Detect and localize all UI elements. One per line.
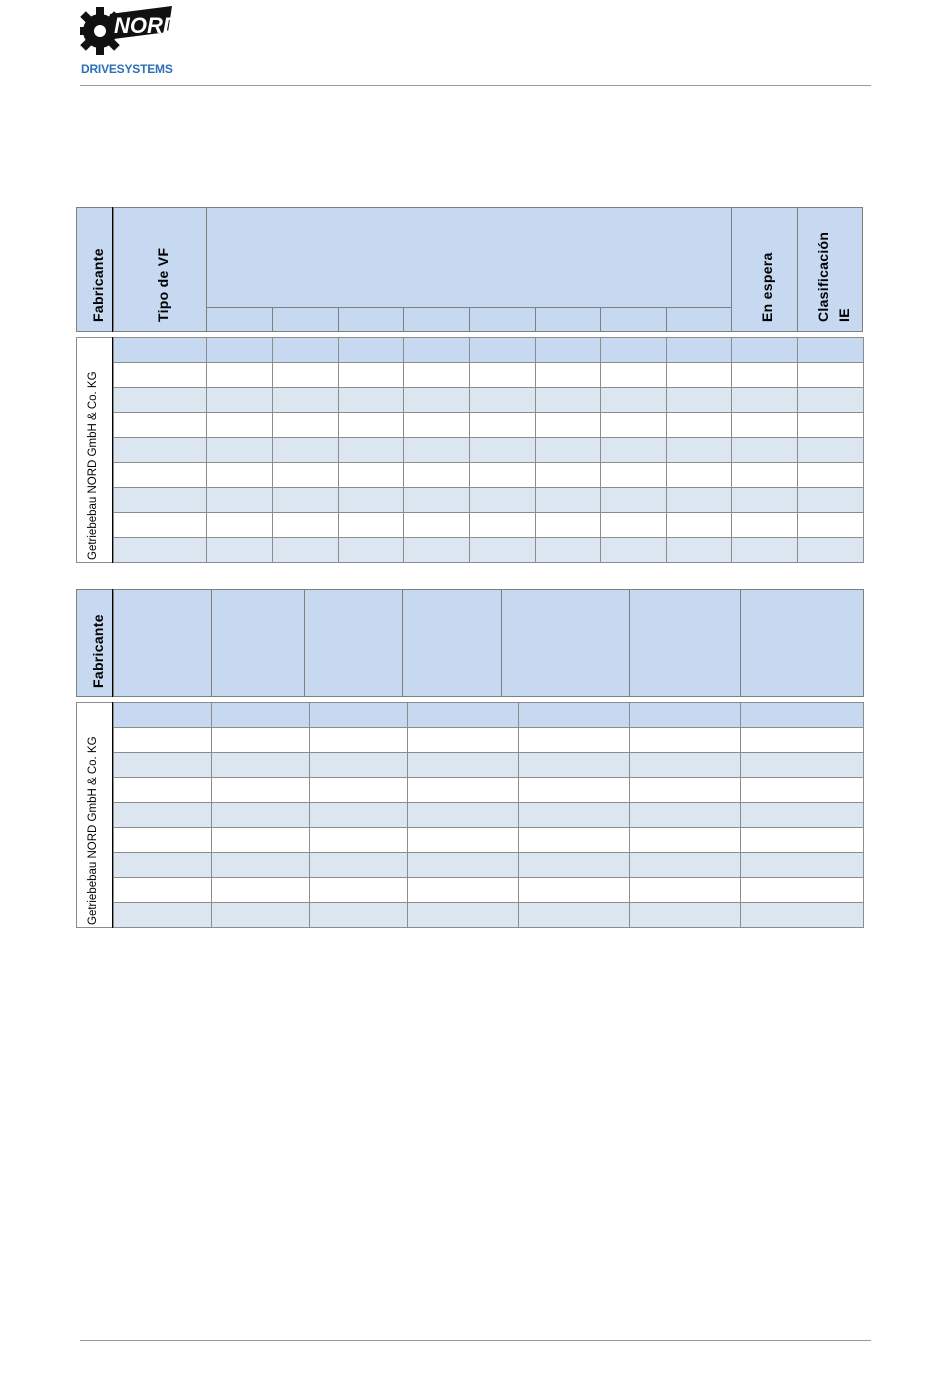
table-cell	[272, 537, 339, 563]
table-cell	[113, 362, 207, 388]
table-cell	[403, 362, 470, 388]
table-cell	[211, 752, 310, 778]
table-cell	[535, 362, 601, 388]
table-cell	[407, 777, 519, 803]
table-cell	[731, 412, 798, 438]
table-cell	[535, 537, 601, 563]
table-cell	[535, 512, 601, 538]
header-ie-label: IE	[836, 308, 852, 322]
table-cell	[600, 487, 667, 513]
header-subcol	[666, 307, 732, 332]
table-cell	[338, 487, 404, 513]
table-cell	[600, 412, 667, 438]
table-cell	[211, 727, 310, 753]
table-cell	[518, 727, 630, 753]
header-clasificacion-ie	[797, 207, 863, 332]
table-cell	[629, 852, 741, 878]
table-cell	[113, 877, 212, 903]
table-cell	[113, 902, 212, 928]
table-cell	[600, 387, 667, 413]
table-cell	[113, 337, 207, 363]
table-cell	[731, 462, 798, 488]
table-cell	[469, 412, 536, 438]
table-cell	[731, 362, 798, 388]
table-cell	[629, 877, 741, 903]
table-cell	[731, 487, 798, 513]
table-cell	[211, 902, 310, 928]
table-cell	[535, 487, 601, 513]
table-cell	[469, 337, 536, 363]
table-cell	[211, 802, 310, 828]
table-cell	[731, 337, 798, 363]
table-cell	[309, 702, 408, 728]
table-cell	[797, 462, 864, 488]
table-cell	[309, 902, 408, 928]
table-cell	[629, 752, 741, 778]
table-cell	[403, 512, 470, 538]
table-cell	[403, 437, 470, 463]
table-cell	[206, 437, 273, 463]
table-cell	[740, 877, 864, 903]
table-cell	[666, 512, 732, 538]
table-cell	[518, 802, 630, 828]
table-cell	[600, 537, 667, 563]
table-cell	[113, 387, 207, 413]
table-cell	[113, 437, 207, 463]
header-tipo-vf	[113, 207, 207, 332]
table-cell	[113, 462, 207, 488]
table-cell	[407, 902, 519, 928]
header-subcol	[600, 307, 667, 332]
header-group	[206, 207, 732, 308]
table-cell	[309, 727, 408, 753]
table-cell	[407, 752, 519, 778]
table-cell	[113, 702, 212, 728]
table-cell	[797, 512, 864, 538]
table-cell	[206, 537, 273, 563]
table-cell	[629, 827, 741, 853]
table-cell	[206, 362, 273, 388]
header-clasificacion-label: Clasificación	[815, 231, 831, 322]
table-cell	[666, 462, 732, 488]
table-cell	[469, 537, 536, 563]
footer-divider	[80, 1340, 871, 1341]
table-cell	[113, 727, 212, 753]
header-subcol	[469, 307, 536, 332]
header-subcol	[272, 307, 339, 332]
header-fabricante	[76, 207, 113, 332]
table-cell	[535, 412, 601, 438]
table-cell	[666, 337, 732, 363]
table-cell	[338, 437, 404, 463]
table-cell	[309, 752, 408, 778]
table-cell	[797, 337, 864, 363]
table-cell	[740, 702, 864, 728]
table-cell	[740, 802, 864, 828]
table-cell	[535, 337, 601, 363]
manufacturer-name: Getriebebau NORD GmbH & Co. KG	[87, 736, 99, 925]
header-column	[740, 589, 864, 697]
table-cell	[535, 437, 601, 463]
table-cell	[113, 777, 212, 803]
table-cell	[211, 852, 310, 878]
header-column	[211, 589, 305, 697]
table-cell	[797, 487, 864, 513]
table-cell	[666, 362, 732, 388]
table-cell	[407, 852, 519, 878]
table-cell	[518, 902, 630, 928]
table-cell	[206, 337, 273, 363]
table-cell	[600, 512, 667, 538]
header-tipo-vf-label: Tipo de VF	[155, 247, 171, 322]
table-cell	[535, 462, 601, 488]
header-subcol	[206, 307, 273, 332]
table-cell	[469, 437, 536, 463]
table-cell	[666, 387, 732, 413]
table-cell	[469, 387, 536, 413]
table-cell	[731, 387, 798, 413]
table-cell	[469, 462, 536, 488]
table-cell	[740, 752, 864, 778]
table-cell	[403, 462, 470, 488]
table-cell	[740, 727, 864, 753]
table-cell	[206, 462, 273, 488]
table-cell	[113, 412, 207, 438]
table-cell	[403, 487, 470, 513]
table-cell	[407, 827, 519, 853]
table-cell	[206, 387, 273, 413]
header-column	[113, 589, 212, 697]
manufacturer-cell	[76, 337, 113, 563]
table-cell	[403, 412, 470, 438]
table-cell	[309, 802, 408, 828]
table-cell	[518, 752, 630, 778]
table-cell	[469, 512, 536, 538]
table-cell	[600, 462, 667, 488]
table-cell	[629, 702, 741, 728]
header-subcol	[535, 307, 601, 332]
table-cell	[740, 777, 864, 803]
table-cell	[518, 877, 630, 903]
table-cell	[407, 702, 519, 728]
header-en-espera-label: En espera	[759, 252, 775, 322]
table-cell	[113, 752, 212, 778]
table-cell	[338, 537, 404, 563]
table-cell	[113, 537, 207, 563]
table-cell	[740, 852, 864, 878]
table-cell	[113, 827, 212, 853]
table-cell	[469, 362, 536, 388]
header-column	[304, 589, 403, 697]
table-cell	[211, 877, 310, 903]
table-cell	[600, 362, 667, 388]
table-cell	[272, 462, 339, 488]
table-cell	[666, 437, 732, 463]
table-cell	[740, 902, 864, 928]
table-cell	[403, 337, 470, 363]
table-cell	[338, 387, 404, 413]
table-cell	[731, 437, 798, 463]
table-cell	[407, 877, 519, 903]
table-cell	[272, 387, 339, 413]
table-cell	[272, 437, 339, 463]
table-cell	[113, 802, 212, 828]
table-cell	[407, 802, 519, 828]
table-cell	[113, 487, 207, 513]
table-cell	[797, 537, 864, 563]
header-column	[402, 589, 502, 697]
table-cell	[535, 387, 601, 413]
header-column	[629, 589, 741, 697]
table-cell	[206, 487, 273, 513]
table-cell	[206, 412, 273, 438]
table-cell	[113, 512, 207, 538]
table-cell	[666, 487, 732, 513]
table-cell	[272, 487, 339, 513]
table-cell	[629, 802, 741, 828]
manufacturer-cell	[76, 702, 113, 928]
table-cell	[309, 827, 408, 853]
manufacturer-name: Getriebebau NORD GmbH & Co. KG	[87, 371, 99, 560]
table-cell	[797, 437, 864, 463]
table-cell	[113, 852, 212, 878]
table-cell	[338, 362, 404, 388]
table-cell	[666, 412, 732, 438]
table-cell	[338, 337, 404, 363]
table-cell	[272, 512, 339, 538]
table-cell	[518, 702, 630, 728]
table-cell	[206, 512, 273, 538]
table-cell	[666, 537, 732, 563]
table-cell	[338, 462, 404, 488]
header-fabricante-label: Fabricante	[90, 248, 106, 322]
header-subcol	[403, 307, 470, 332]
table-cell	[600, 437, 667, 463]
table-cell	[338, 512, 404, 538]
table-cell	[338, 412, 404, 438]
logo-wordmark: NORD	[114, 13, 179, 38]
table-cell	[309, 777, 408, 803]
table-cell	[403, 537, 470, 563]
table-cell	[731, 512, 798, 538]
header-subcol	[338, 307, 404, 332]
table-cell	[797, 362, 864, 388]
header-en-espera	[731, 207, 798, 332]
table-cell	[469, 487, 536, 513]
table-cell	[600, 337, 667, 363]
table-cell	[272, 362, 339, 388]
table-cell	[518, 777, 630, 803]
table-cell	[731, 537, 798, 563]
table-cell	[211, 827, 310, 853]
table-cell	[272, 412, 339, 438]
table-cell	[629, 727, 741, 753]
table-cell	[797, 412, 864, 438]
table-cell	[518, 827, 630, 853]
header-fabricante	[76, 589, 113, 697]
header-fabricante-label: Fabricante	[90, 614, 106, 688]
header-column	[501, 589, 630, 697]
table-cell	[272, 337, 339, 363]
table-cell	[309, 852, 408, 878]
header-divider	[80, 85, 871, 86]
table-cell	[309, 877, 408, 903]
table-cell	[211, 777, 310, 803]
table-cell	[403, 387, 470, 413]
table-cell	[211, 702, 310, 728]
brand-subtitle: DRIVESYSTEMS	[81, 62, 173, 76]
table-cell	[407, 727, 519, 753]
table-cell	[797, 387, 864, 413]
table-cell	[629, 902, 741, 928]
table-cell	[518, 852, 630, 878]
table-cell	[629, 777, 741, 803]
table-cell	[740, 827, 864, 853]
